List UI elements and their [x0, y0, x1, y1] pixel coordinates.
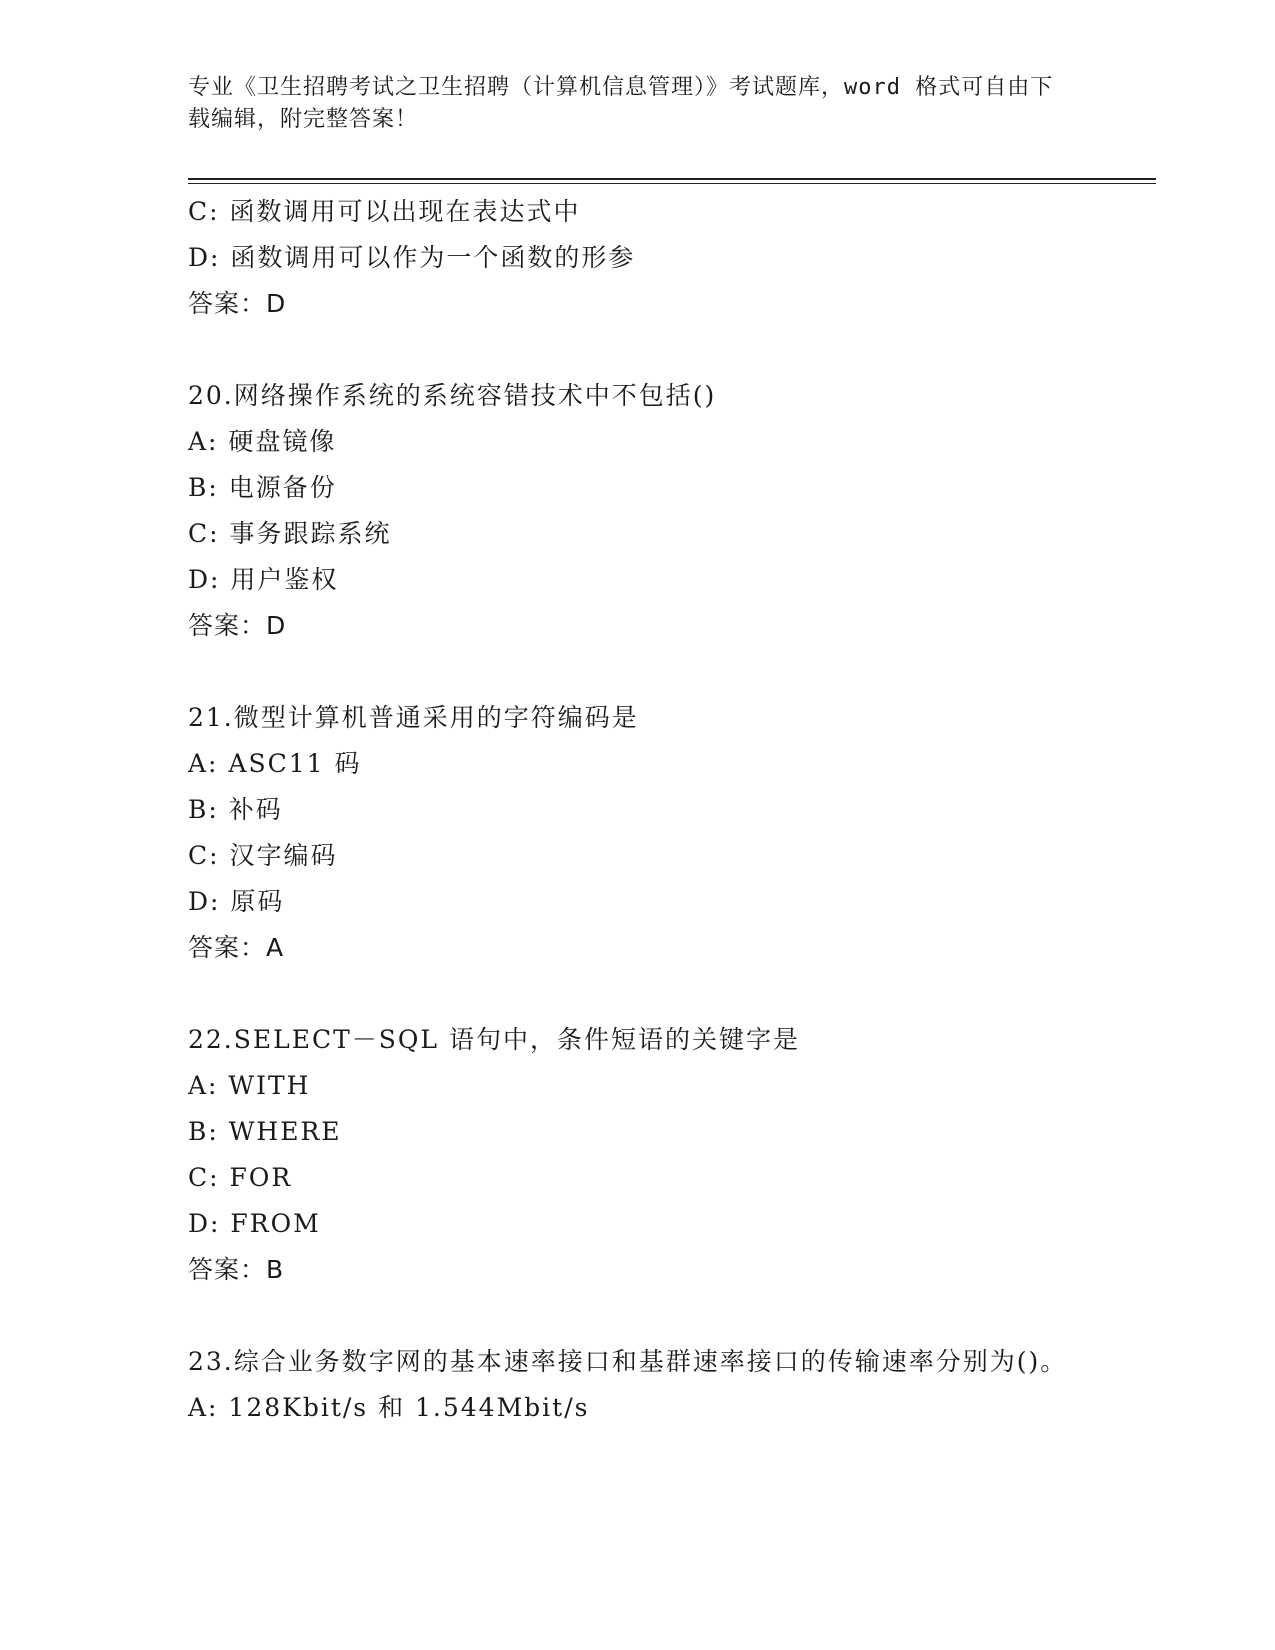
option-d: D: 函数调用可以作为一个函数的形参 — [188, 243, 636, 272]
header-divider-thin — [188, 183, 1156, 184]
question-block-22 — [188, 1017, 1088, 1293]
question-block-23 — [188, 1339, 1088, 1431]
answer-line: 答案：D — [188, 289, 287, 318]
header-divider-thick — [188, 178, 1156, 180]
answer-line: 答案：B — [188, 1255, 285, 1284]
option-d: D: 原码 — [188, 887, 285, 916]
question-block-20 — [188, 373, 1088, 649]
option-d: D: FROM — [188, 1209, 321, 1238]
option-c: C: 函数调用可以出现在表达式中 — [188, 197, 581, 226]
question-block-21 — [188, 695, 1088, 971]
option-b: B: WHERE — [188, 1117, 342, 1146]
option-a: A: ASC11 码 — [188, 749, 362, 778]
document-header: 专业《卫生招聘考试之卫生招聘（计算机信息管理）》考试题库，word 格式可自由下载编辑，附完整答案！ — [188, 75, 1054, 132]
question-block-continued — [188, 189, 1088, 327]
option-c: C: 汉字编码 — [188, 841, 338, 870]
option-a: A: 128Kbit/s 和 1.544Mbit/s — [188, 1393, 590, 1422]
answer-line: 答案：D — [188, 611, 287, 640]
option-d: D: 用户鉴权 — [188, 565, 339, 594]
question-title: 23.综合业务数字网的基本速率接口和基群速率接口的传输速率分别为()。 — [188, 1347, 1068, 1376]
option-b: B: 电源备份 — [188, 473, 337, 502]
question-title: 21.微型计算机普通采用的字符编码是 — [188, 703, 639, 732]
option-b: B: 补码 — [188, 795, 283, 824]
question-title: 22.SELECT－SQL 语句中，条件短语的关键字是 — [188, 1025, 800, 1054]
option-a: A: WITH — [188, 1071, 311, 1100]
option-c: C: FOR — [188, 1163, 293, 1192]
question-list — [188, 189, 1088, 1431]
option-a: A: 硬盘镜像 — [188, 427, 337, 456]
answer-line: 答案：A — [188, 933, 285, 962]
option-c: C: 事务跟踪系统 — [188, 519, 392, 548]
question-title: 20.网络操作系统的系统容错技术中不包括() — [188, 381, 717, 410]
